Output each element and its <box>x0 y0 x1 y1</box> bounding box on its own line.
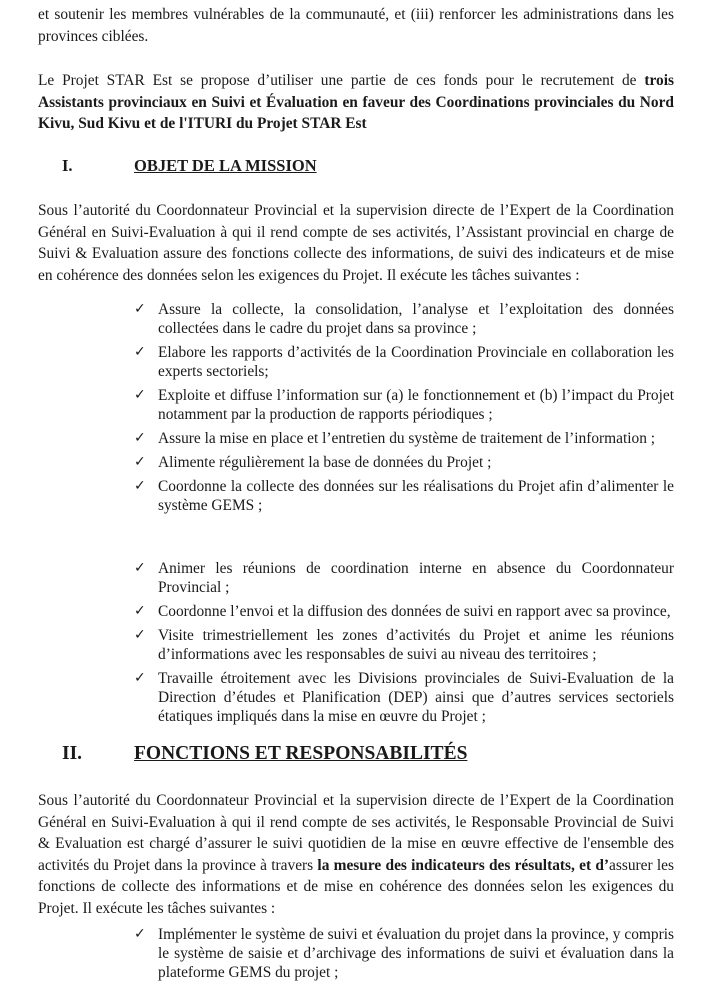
project-paragraph-bold: trois Assistants provinciaux en Suivi et Évaluation en faveur des Coordinations provinciales du Nord Kivu, Sud Kivu et de l'ITURI du Projet STAR Est <box>38 72 674 132</box>
checkmark-icon: ✓ <box>134 454 146 470</box>
list-item: ✓ Coordonne la collecte des données sur les réalisations du Projet afin d’alimenter le système GEMS ; <box>134 478 674 514</box>
section2-task-list <box>134 925 674 987</box>
checkmark-icon: ✓ <box>134 560 146 576</box>
list-item: ✓ Alimente régulièrement la base de données du Projet ; <box>134 454 492 471</box>
list-item: ✓ Coordonne l’envoi et la diffusion des données de suivi en rapport avec sa province, <box>134 603 671 620</box>
section1-title: OBJET DE LA MISSION <box>134 156 317 175</box>
checkmark-icon: ✓ <box>134 478 146 494</box>
checkmark-icon: ✓ <box>134 926 146 942</box>
list-item: ✓ Assure la collecte, la consolidation, l’analyse et l’exploitation des données collectées dans le cadre du projet dans sa province ; <box>134 301 674 337</box>
list-item: ✓ Visite trimestriellement les zones d’activités du Projet et anime les réunions d’informations avec les responsables de suivi au niveau des territoires ; <box>134 627 674 663</box>
section2-title: FONCTIONS ET RESPONSABILITÉS <box>134 743 468 764</box>
list-item: ✓ Travaille étroitement avec les Divisions provinciales de Suivi-Evaluation de la Direction d’études et Planification (DEP) ainsi que d’autres services sectoriels étatiques impliqués dans la mise en œuvre du Projet ; <box>134 670 674 725</box>
checkmark-icon: ✓ <box>134 670 146 686</box>
list-item: ✓ Animer les réunions de coordination interne en absence du Coordonnateur Provincial ; <box>134 560 674 596</box>
section1-task-list-a <box>134 300 674 520</box>
project-paragraph-normal: Le Projet STAR Est se propose d’utiliser une partie de ces fonds pour le recrutement de <box>38 72 645 89</box>
section1-heading <box>62 155 317 177</box>
project-paragraph <box>38 70 674 135</box>
list-item: ✓ Implémenter le système de suivi et évaluation du projet dans la province, y compris le système de saisie et d’archivage des informations de suivi et évaluation dans la plateforme GEMS du projet ; <box>134 926 674 981</box>
checkmark-icon: ✓ <box>134 344 146 360</box>
intro-continuation: et soutenir les membres vulnérables de la communauté, et (iii) renforcer les administrations dans les provinces ciblées. <box>38 6 674 45</box>
section2-heading <box>62 743 467 765</box>
checkmark-icon: ✓ <box>134 387 146 403</box>
section2-number: II. <box>62 743 83 764</box>
section2-paragraph-part2: assurer les fonctions de collecte des informations et de mise en cohérence des données selon les exigences du Projet. Il exécute les tâches suivantes : <box>38 856 674 917</box>
checkmark-icon: ✓ <box>134 603 146 619</box>
checkmark-icon: ✓ <box>134 627 146 643</box>
list-item: ✓ Elabore les rapports d’activités de la Coordination Provinciale en collaboration les experts sectoriels; <box>134 344 674 380</box>
checkmark-icon: ✓ <box>134 301 146 317</box>
section2-paragraph-part1: Sous l’autorité du Coordonnateur Provincial et la supervision directe de l’Expert de la Coordination Général en Suivi-Evaluation à qui il rend compte de ses activités, le Responsable Provincial de Suivi & Evaluation est chargé d’assurer le suivi quotidien de la mise en œuvre effective de l'ensemble des activités du Projet dans la province à travers <box>38 792 674 874</box>
section2-paragraph <box>38 790 674 919</box>
section1-task-list-b <box>134 559 674 731</box>
section2-paragraph-bold: la mesure des indicateurs des résultats, et d’ <box>317 856 610 874</box>
section1-number: I. <box>62 156 73 175</box>
section1-paragraph: Sous l’autorité du Coordonnateur Provincial et la supervision directe de l’Expert de la Coordination Général en Suivi-Evaluation à qui il rend compte de ses activités, l’Assistant provincial en charge de Suivi & Evaluation assure des fonctions collecte des informations, de suivi des indicateurs et de mise en cohérence des données selon les exigences du Projet. Il exécute les tâches suivantes : <box>38 202 674 284</box>
list-item: ✓ Exploite et diffuse l’information sur (a) le fonctionnement et (b) l’impact du Projet notamment par la production de rapports périodiques ; <box>134 387 674 423</box>
list-item: ✓ Assure la mise en place et l’entretien du système de traitement de l’information ; <box>134 430 656 447</box>
checkmark-icon: ✓ <box>134 430 146 446</box>
